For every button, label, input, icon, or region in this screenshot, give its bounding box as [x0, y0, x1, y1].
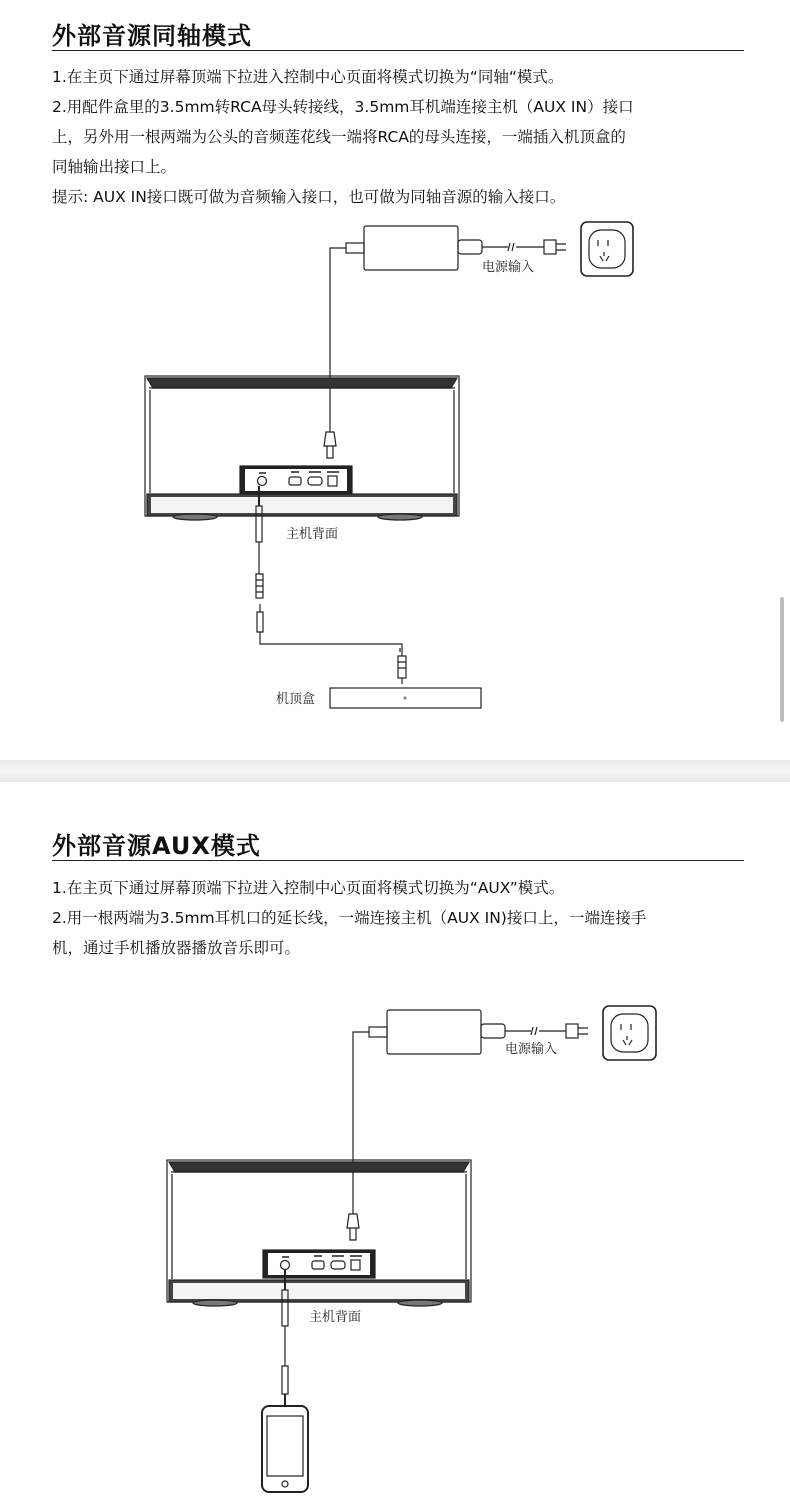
rca-male-plug-a	[257, 604, 263, 632]
adapter-cord	[505, 1027, 566, 1035]
instruction-line: 2.用一根两端为3.5mm耳机口的延长线，一端连接主机（AUX IN)接口上，一端连接手	[52, 909, 647, 927]
tip-line: 提示: AUX IN接口既可做为音频输入接口，也可做为同轴音源的输入接口。	[52, 188, 566, 206]
home-button-icon	[282, 1481, 288, 1487]
dc-plug	[324, 432, 336, 458]
rca-female-ribs	[256, 580, 263, 592]
smartphone-screen	[267, 1416, 303, 1476]
section-title: 外部音源同轴模式	[52, 22, 252, 50]
instruction-line: 1.在主页下通过屏幕顶端下拉进入控制中心页面将模式切换为“AUX”模式。	[52, 879, 565, 897]
instruction-line: 同轴输出接口上。	[52, 158, 177, 176]
aux-connection-diagram	[0, 782, 790, 1501]
power-plug	[566, 1024, 578, 1038]
adapter-cord-ferrite	[481, 1024, 505, 1038]
aux-plug-body-bottom	[282, 1366, 288, 1394]
adapter-cord	[482, 243, 544, 251]
section-separator	[0, 760, 790, 782]
instruction-line: 上，另外用一根两端为公头的音频莲花线一端将RCA的母头连接，一端插入机顶盒的	[52, 128, 626, 146]
power-plug-prongs	[578, 1028, 588, 1034]
section-title: 外部音源AUX模式	[52, 832, 261, 860]
section-aux-mode	[0, 782, 790, 1501]
rca-cable	[260, 632, 402, 656]
speaker-top-edge	[169, 1162, 469, 1172]
scrollbar-thumb[interactable]	[780, 597, 784, 722]
instruction-line: 2.用配件盒里的3.5mm转RCA母头转接线，3.5mm耳机端连接主机（AUX IN）接口	[52, 98, 634, 116]
stb-label: 机顶盒	[276, 692, 316, 707]
power-adapter	[364, 226, 458, 270]
power-plug-prongs	[556, 244, 566, 250]
instruction-line: 1.在主页下通过屏幕顶端下拉进入控制中心页面将模式切换为“同轴“模式。	[52, 68, 564, 86]
speaker-top-edge	[147, 378, 457, 388]
instruction-line: 机，通过手机播放器播放音乐即可。	[52, 939, 301, 957]
dc-cable	[353, 1032, 369, 1214]
dc-plug	[347, 1214, 359, 1240]
power-plug	[544, 240, 556, 254]
adapter-dc-plug	[369, 1027, 387, 1037]
power-input-label: 电源输入	[482, 260, 535, 275]
speaker-foot	[398, 1300, 442, 1306]
wall-socket-face	[589, 230, 625, 268]
rca-male-plug-b	[398, 656, 406, 678]
socket-holes-icon	[598, 240, 609, 261]
speaker-foot	[193, 1300, 237, 1306]
rca-plug-b-ribs	[398, 662, 406, 684]
unit-back-label: 主机背面	[286, 527, 339, 542]
power-input-label: 电源输入	[505, 1042, 558, 1057]
adapter-cord-ferrite	[458, 240, 482, 254]
speaker-foot	[378, 514, 422, 520]
unit-back-label: 主机背面	[309, 1310, 362, 1325]
dc-cable	[330, 248, 346, 432]
speaker-base-highlight	[151, 497, 453, 513]
speaker-foot	[173, 514, 217, 520]
power-adapter	[387, 1010, 481, 1054]
socket-holes-icon	[621, 1024, 632, 1045]
wall-socket-face	[611, 1014, 648, 1052]
speaker-base-highlight	[173, 1283, 465, 1299]
stb-indicator-icon	[403, 696, 406, 699]
adapter-dc-plug	[346, 243, 364, 253]
